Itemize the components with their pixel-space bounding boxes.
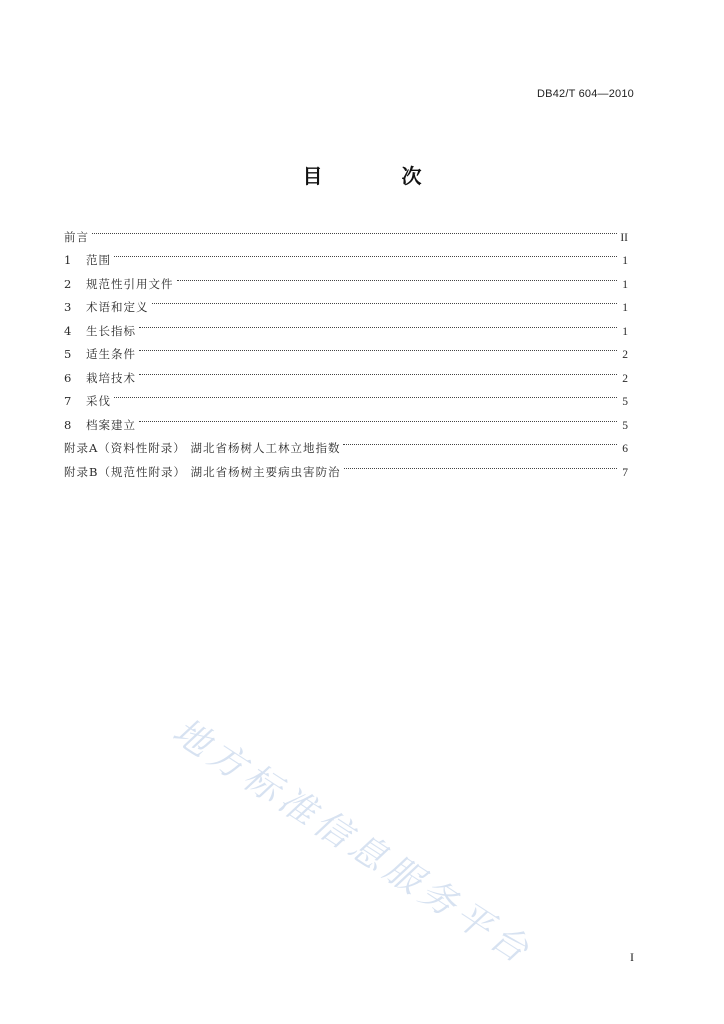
standard-code: DB42/T 604—2010 [537, 88, 634, 100]
toc-entry-number: 6 [64, 370, 72, 385]
toc-entry-page: 7 [622, 466, 628, 479]
toc-entry-page: 2 [622, 349, 628, 361]
toc-entry-page: 2 [622, 372, 628, 385]
toc-entry[interactable] [64, 405, 628, 432]
toc-entry-number: 4 [64, 323, 72, 338]
toc-entry-label: 附录B（规范性附录） 湖北省杨树主要病虫害防治 [64, 464, 341, 479]
toc-dot-leader [139, 311, 617, 335]
table-of-contents [64, 217, 628, 479]
toc-entry-number: 5 [64, 347, 72, 361]
toc-entry-page: 1 [622, 255, 628, 267]
toc-entry-label: 栽培技术 [86, 370, 136, 385]
toc-entry-label: 适生条件 [86, 347, 136, 361]
toc-entry-page: 5 [622, 419, 628, 432]
toc-entry-number: 3 [64, 300, 72, 314]
toc-entry-page: 5 [622, 396, 628, 408]
toc-entry-number: 1 [64, 253, 72, 267]
toc-entry-page: 1 [622, 302, 628, 314]
toc-entry[interactable] [64, 264, 628, 291]
toc-entry[interactable] [64, 311, 628, 338]
toc-entry[interactable] [64, 358, 628, 385]
toc-entry-label: 生长指标 [86, 323, 136, 338]
toc-entry-number: 8 [64, 417, 72, 432]
toc-entry-page: 6 [622, 443, 628, 455]
toc-entry-label: 档案建立 [86, 417, 136, 432]
toc-entry-page: 1 [622, 325, 628, 338]
toc-dot-leader [177, 264, 618, 288]
toc-dot-leader [344, 452, 617, 476]
toc-entry-page: II [620, 231, 628, 244]
page-title: 目 次 [302, 164, 458, 188]
toc-dot-leader [139, 405, 617, 429]
toc-entry[interactable] [64, 335, 628, 359]
toc-dot-leader [152, 288, 618, 312]
watermark: 地方标准信息服务平台 [165, 710, 540, 974]
toc-entry-label: 规范性引用文件 [86, 276, 174, 291]
toc-dot-leader [114, 241, 617, 265]
toc-entry-label: 前言 [64, 229, 89, 244]
toc-dot-leader [343, 429, 617, 453]
toc-entry-label: 采伐 [86, 394, 111, 408]
toc-entry-number: 7 [64, 394, 72, 408]
toc-dot-leader [114, 382, 617, 406]
toc-entry[interactable] [64, 382, 628, 406]
toc-entry[interactable] [64, 241, 628, 265]
toc-entry-number: 2 [64, 276, 72, 291]
toc-dot-leader [139, 335, 617, 359]
toc-dot-leader [139, 358, 617, 382]
toc-entry[interactable] [64, 217, 628, 244]
page-number: I [630, 950, 634, 964]
toc-entry-label: 范围 [86, 253, 111, 267]
toc-entry[interactable] [64, 429, 628, 453]
toc-entry-label: 术语和定义 [86, 300, 149, 314]
toc-dot-leader [92, 217, 617, 241]
toc-entry-page: 1 [622, 278, 628, 291]
toc-entry-label: 附录A（资料性附录） 湖北省杨树人工林立地指数 [64, 441, 341, 455]
